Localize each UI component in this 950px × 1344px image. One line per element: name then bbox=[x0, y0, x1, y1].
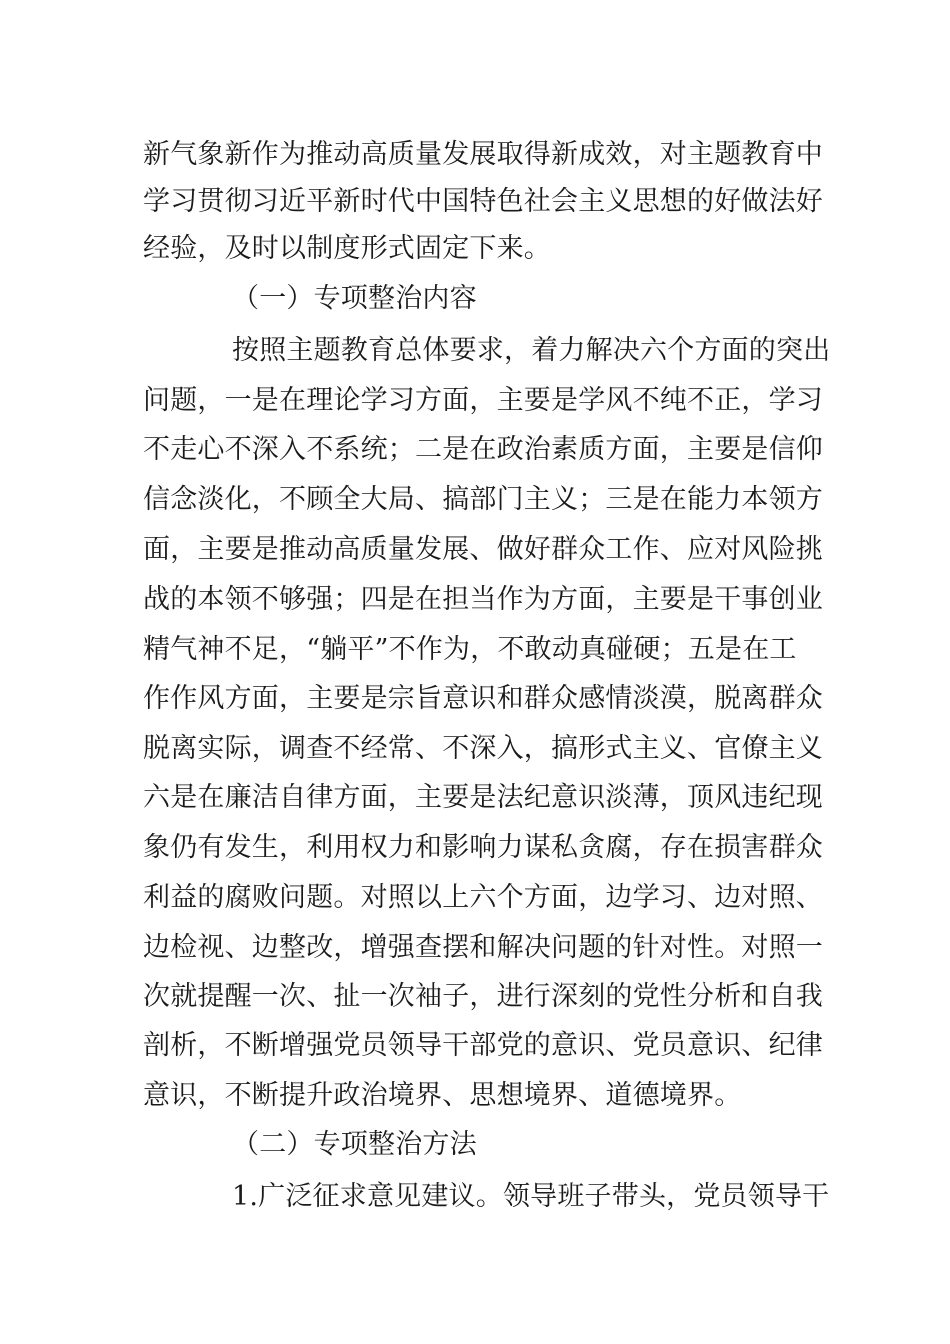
paragraph-line: 脱离实际，调查不经常、不深入，搞形式主义、官僚主义 bbox=[143, 733, 823, 764]
paragraph-line: 新气象新作为推动高质量发展取得新成效，对主题教育中 bbox=[143, 139, 823, 170]
paragraph-line: 按照主题教育总体要求，着力解决六个方面的突出 bbox=[232, 335, 831, 366]
paragraph-line: 边检视、边整改，增强查摆和解决问题的针对性。对照一 bbox=[143, 932, 823, 963]
section-heading: （二）专项整治方法 bbox=[232, 1129, 477, 1160]
paragraph-line: 精气神不足，“躺平”不作为，不敢动真碰硬；五是在工 bbox=[143, 634, 797, 665]
paragraph-line: 信念淡化，不顾全大局、搞部门主义；三是在能力本领方 bbox=[143, 484, 823, 515]
paragraph-line: 剖析，不断增强党员领导干部党的意识、党员意识、纪律 bbox=[143, 1030, 823, 1061]
paragraph-line: 意识，不断提升政治境界、思想境界、道德境界。 bbox=[143, 1080, 742, 1111]
paragraph-line: 利益的腐败问题。对照以上六个方面，边学习、边对照、 bbox=[143, 882, 823, 913]
paragraph-line: 次就提醒一次、扯一次袖子，进行深刻的党性分析和自我 bbox=[143, 981, 823, 1012]
paragraph-line: 不走心不深入不系统；二是在政治素质方面，主要是信仰 bbox=[143, 434, 823, 465]
paragraph-line: 作作风方面，主要是宗旨意识和群众感情淡漠，脱离群众 bbox=[143, 683, 823, 714]
paragraph-line: 学习贯彻习近平新时代中国特色社会主义思想的好做法好 bbox=[143, 186, 823, 217]
paragraph-line: 六是在廉洁自律方面，主要是法纪意识淡薄，顶风违纪现 bbox=[143, 782, 823, 813]
paragraph-line: 面，主要是推动高质量发展、做好群众工作、应对风险挑 bbox=[143, 534, 823, 565]
paragraph-line: 1.广泛征求意见建议。领导班子带头，党员领导干 bbox=[232, 1181, 830, 1212]
paragraph-line: 象仍有发生，利用权力和影响力谋私贪腐，存在损害群众 bbox=[143, 832, 823, 863]
paragraph-line: 战的本领不够强；四是在担当作为方面，主要是干事创业 bbox=[143, 584, 823, 615]
section-heading: （一）专项整治内容 bbox=[232, 283, 477, 314]
paragraph-line: 问题，一是在理论学习方面，主要是学风不纯不正，学习 bbox=[143, 385, 823, 416]
paragraph-line: 经验，及时以制度形式固定下来。 bbox=[143, 233, 551, 264]
